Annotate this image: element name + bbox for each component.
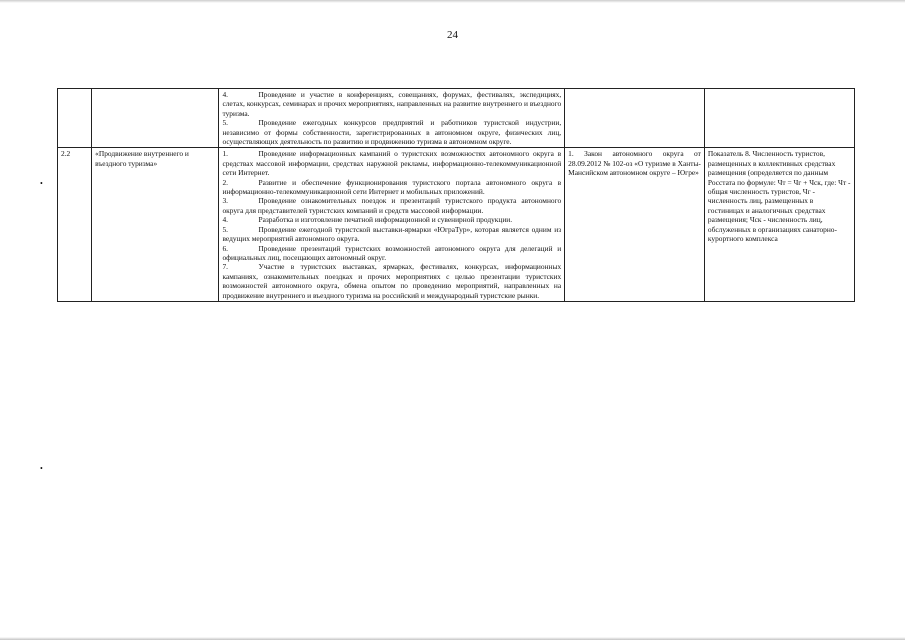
measure-item (222, 178, 561, 197)
measure-number: 5. (222, 118, 229, 128)
measure-item (222, 225, 561, 244)
table-row-continuation (58, 89, 855, 148)
measure-item (222, 90, 561, 118)
measure-text: Проведение информационных кампаний о туристских возможностях автономного округа в средствах массовой информации, средствах наружной рекламы, информационно-телекоммуникационной сети Интернет. (222, 149, 562, 178)
measure-number: 5. (222, 224, 229, 234)
measure-item (222, 215, 561, 224)
cell-measures (219, 148, 565, 302)
cell-indicator (704, 89, 854, 148)
measure-item (222, 149, 561, 177)
cell-indicator: Показатель 8. Численность туристов, размещенных в коллективных средствах размещения (определяется по данным Росстата по формуле: Чт = Чг + Чск, где: Чт - общая численность туристов, Чг - численность лиц, размещенных в гостиницах и аналогичных средствах размещения; Чск - численность лиц, обслуженных в организациях санаторно-курортного комплекса (704, 148, 854, 302)
measure-text: Проведение и участие в конференциях, совещаниях, форумах, фестивалях, экспедициях, слетах, конкурсах, семинарах и прочих мероприятиях, направленных на развитие внутреннего и въездного туризма. (222, 90, 562, 118)
measure-number: 7. (222, 262, 229, 272)
cell-name (92, 89, 219, 148)
measure-number: 6. (222, 243, 229, 253)
cell-name: «Продвижение внутреннего и въездного туризма» (92, 148, 219, 302)
scan-speck: • (40, 179, 43, 188)
cell-law: 1. Закон автономного округа от 28.09.2012 № 102-оз «О туризме в Ханты-Мансийском автономном округе – Югре» (565, 148, 705, 302)
scan-edge-top (0, 0, 905, 3)
cell-number: 2.2 (58, 148, 92, 302)
measure-item (222, 244, 561, 263)
measure-text: Разработка и изготовление печатной информационной и сувенирной продукции. (258, 215, 513, 225)
scan-speck: • (40, 464, 43, 473)
measure-number: 2. (222, 177, 229, 187)
cell-law (565, 89, 705, 148)
measure-text: Развитие и обеспечение функционирования туристского портала автономного округа в информационно-телекоммуникационной сети Интернет и мобильных приложений. (222, 177, 562, 197)
measure-item (222, 118, 561, 146)
measure-number: 1. (222, 149, 229, 159)
measure-item (222, 262, 561, 300)
measure-number: 4. (222, 215, 229, 225)
measure-text: Проведение ознакомительных поездок и презентаций туристского продукта автономного округа для представителей туристских компаний и средств массовой информации. (222, 196, 562, 215)
measure-number: 4. (222, 90, 229, 99)
measure-number: 3. (222, 196, 229, 206)
measure-text: Проведение ежегодных конкурсов предприятий и работников туристской индустрии, независимо от формы собственности, зарегистрированных в автономном округе, физических лиц, осуществляющих деятельность по развитию и продвижению туризма в автономном округе. (222, 118, 562, 147)
program-table (57, 88, 855, 302)
cell-measures (219, 89, 565, 148)
measure-item (222, 196, 561, 215)
cell-number (58, 89, 92, 148)
table-row-2-2 (58, 148, 855, 302)
measure-text: Участие в туристских выставках, ярмарках, фестивалях, конкурсах, информационных кампаниях, ознакомительных поездках и прочих мероприятиях с целью презентации туристских возможностей автономного округа, обмена опытом по проведению мероприятий, направленных на продвижение внутреннего и въездного туризма на российский и международный туристские рынки. (222, 262, 562, 300)
measure-text: Проведение ежегодной туристской выставки-ярмарки «ЮграТур», которая является одним из ведущих мероприятий автономного округа. (222, 224, 562, 244)
measure-text: Проведение презентаций туристских возможностей автономного округа для делегаций и официальных лиц, посещающих автономный округ. (222, 243, 562, 262)
page-number: 24 (447, 29, 458, 41)
